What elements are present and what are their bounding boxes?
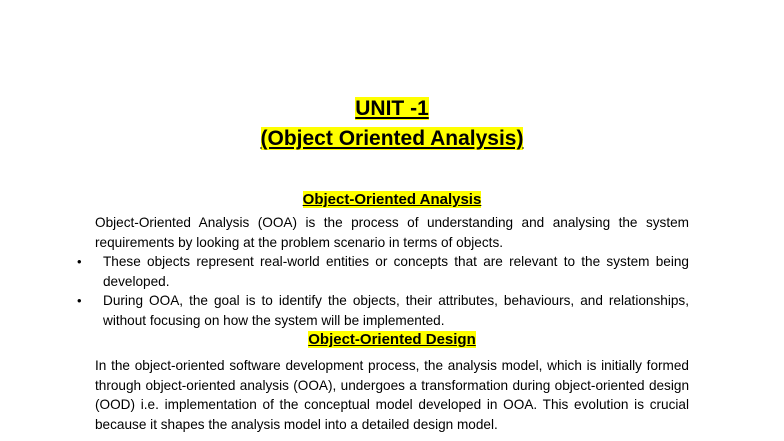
bullet-icon: • (77, 254, 82, 269)
section-heading-line (0, 330, 784, 350)
unit-subtitle: (Object Oriented Analysis) (260, 127, 524, 150)
list-item (77, 252, 689, 291)
bullet-text: These objects represent real-world entities or concepts that are relevant to the system being developed. (103, 254, 689, 289)
ooa-bullet-list (77, 252, 689, 330)
ooa-paragraph: Object-Oriented Analysis (OOA) is the process of understanding and analysing the system requirements by looking at the problem scenario in terms of objects. (95, 215, 689, 250)
section-heading-ooa: Object-Oriented Analysis (302, 191, 482, 208)
bullet-text: During OOA, the goal is to identify the objects, their attributes, behaviours, and relationships, without focusing on how the system will be implemented. (103, 293, 689, 328)
section-heading-line (0, 190, 784, 210)
unit-title-line (0, 96, 784, 122)
unit-title: UNIT -1 (355, 97, 429, 120)
bullet-icon: • (77, 293, 82, 308)
unit-subtitle-line (0, 126, 784, 152)
list-item (77, 291, 689, 330)
ood-paragraph: In the object-oriented software development process, the analysis model, which is initially formed through object-oriented analysis (OOA), undergoes a transformation during object-oriented design (OOD) i.e. implementation of the conceptual model developed in OOA. This evolution is crucial because it shapes the analysis model into a detailed design model. (95, 358, 689, 432)
section-heading-ood: Object-Oriented Design (308, 331, 476, 348)
